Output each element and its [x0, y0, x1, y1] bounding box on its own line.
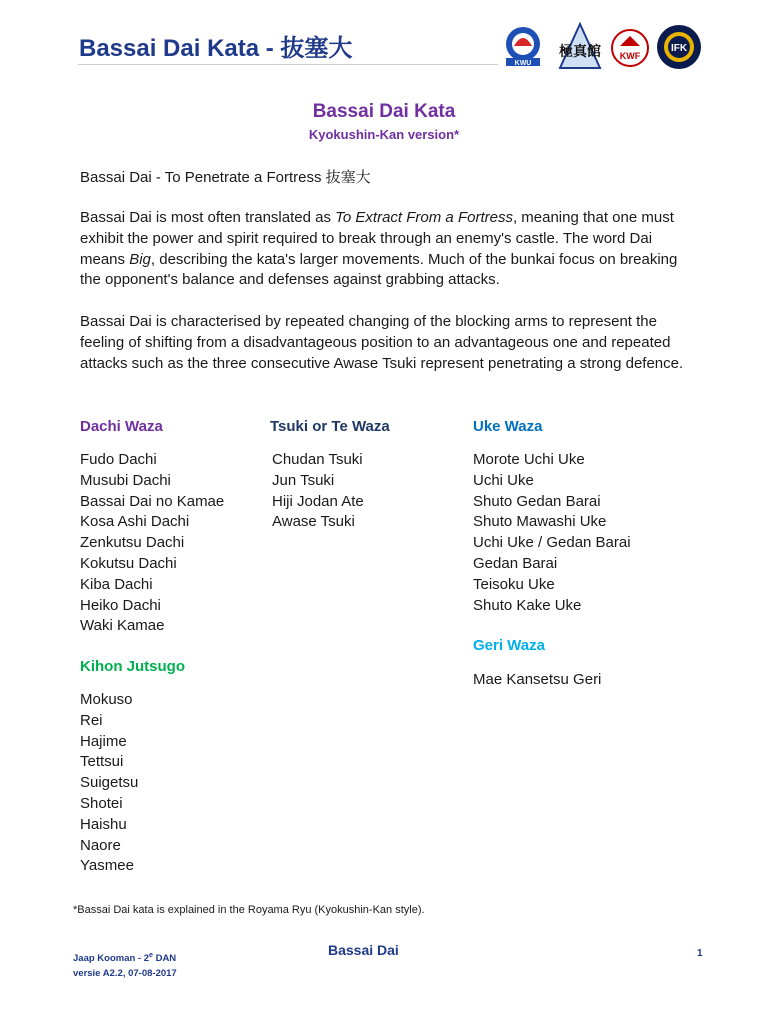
page-number: 1	[697, 948, 703, 959]
list-item: Uchi Uke / Gedan Barai	[473, 534, 631, 552]
list-item: Kosa Ashi Dachi	[80, 513, 190, 531]
list-item: Naore	[80, 836, 121, 854]
list-item: Fudo Dachi	[80, 451, 157, 468]
heading-kihon-jutsugo: Kihon Jutsugo	[80, 658, 185, 675]
list-item: Hajime	[80, 732, 127, 750]
list-item: Kiba Dachi	[80, 575, 153, 593]
list-item: Teisoku Uke	[473, 575, 555, 593]
kwu-logo-icon	[502, 24, 544, 70]
paragraph-meaning-text-3: , describing the kata's larger movements. Much of the bunkai focus on breaking the opponent's balance and defenses against grabbing attacks.	[80, 250, 678, 289]
list-item: Musubi Dachi	[80, 471, 171, 489]
list-item: Shuto Gedan Barai	[473, 492, 601, 510]
paragraph-meaning-text-2: , meaning that one must exhibit the power and spirit required to break through an enemy's castle. The word Dai means	[80, 209, 674, 268]
list-item: Shotei	[80, 794, 123, 812]
heading-uke-waza: Uke Waza	[473, 418, 543, 435]
footer-author	[73, 948, 177, 966]
list-dachi-waza	[80, 450, 224, 637]
list-item: Shuto Kake Uke	[473, 596, 582, 614]
intro-line: Bassai Dai - To Penetrate a Fortress 抜塞大	[80, 169, 371, 186]
document-title: Bassai Dai Kata	[312, 101, 456, 122]
list-item: Uchi Uke	[473, 471, 534, 489]
list-tsuki-waza	[272, 450, 364, 533]
list-item: Bassai Dai no Kamae	[80, 492, 225, 510]
header-title: Bassai Dai Kata - 抜塞大	[79, 35, 353, 62]
list-item: Rei	[80, 711, 103, 729]
paragraph-meaning-emphasis-1: To Extract From a Fortress	[335, 209, 513, 226]
list-item: Yasmee	[80, 857, 134, 875]
footer-author-block	[73, 948, 177, 981]
paragraph-meaning-emphasis-2: Big	[129, 250, 151, 268]
list-item: Awase Tsuki	[272, 513, 355, 531]
kwf-logo-text: KWF	[619, 51, 641, 61]
ifk-logo-icon	[656, 24, 702, 70]
list-item: Morote Uchi Uke	[473, 451, 585, 468]
list-item: Haishu	[80, 815, 127, 833]
heading-tsuki-waza: Tsuki or Te Waza	[270, 418, 390, 435]
document-subtitle: Kyokushin-Kan version*	[308, 127, 460, 142]
list-kihon-jutsugo	[80, 690, 138, 877]
kwu-logo-text: KWU	[514, 60, 532, 67]
footer-author-name: Jaap Kooman - 2	[73, 953, 150, 965]
footer-version: versie A2.2, 07-08-2017	[73, 968, 177, 980]
list-item: Mokuso	[80, 691, 133, 708]
list-item: Chudan Tsuki	[272, 451, 363, 468]
paragraph-characteristics: Bassai Dai is characterised by repeated changing of the blocking arms to represent the feeling of shifting from a disadvantageous position to an advantageous one and repeated attacks such as the three consecutive Awase Tsuki represent penetrating a strong defence.	[80, 313, 684, 372]
list-item: Hiji Jodan Ate	[272, 492, 364, 510]
kwf-logo-icon	[610, 28, 650, 68]
header-divider	[78, 64, 498, 65]
list-item: Mae Kansetsu Geri	[473, 671, 602, 688]
heading-geri-waza: Geri Waza	[473, 637, 545, 654]
list-item: Kokutsu Dachi	[80, 554, 177, 572]
list-uke-waza	[473, 450, 631, 616]
list-item: Gedan Barai	[473, 554, 558, 572]
logo-strip	[502, 22, 708, 70]
list-geri-waza	[473, 670, 601, 691]
paragraph-meaning	[80, 208, 696, 291]
list-item: Zenkutsu Dachi	[80, 534, 185, 552]
footer-author-rank: DAN	[152, 953, 177, 965]
list-item: Heiko Dachi	[80, 596, 161, 614]
list-item: Waki Kamae	[80, 617, 165, 635]
footer-center-title: Bassai Dai	[328, 942, 399, 958]
list-item: Jun Tsuki	[272, 471, 335, 489]
kyokushin-logo-text: 極真館	[559, 44, 601, 60]
list-item: Suigetsu	[80, 774, 139, 792]
paragraph-meaning-text-1: Bassai Dai is most often translated as	[80, 209, 336, 226]
footer-author-superscript: e	[149, 952, 153, 959]
ifk-logo-text: IFK	[670, 43, 688, 54]
footnote: *Bassai Dai kata is explained in the Royama Ryu (Kyokushin-Kan style).	[73, 904, 425, 916]
heading-dachi-waza: Dachi Waza	[80, 418, 163, 435]
list-item: Tettsui	[80, 753, 124, 771]
kyokushin-kanji-logo-icon	[558, 22, 602, 70]
list-item: Shuto Mawashi Uke	[473, 513, 607, 531]
